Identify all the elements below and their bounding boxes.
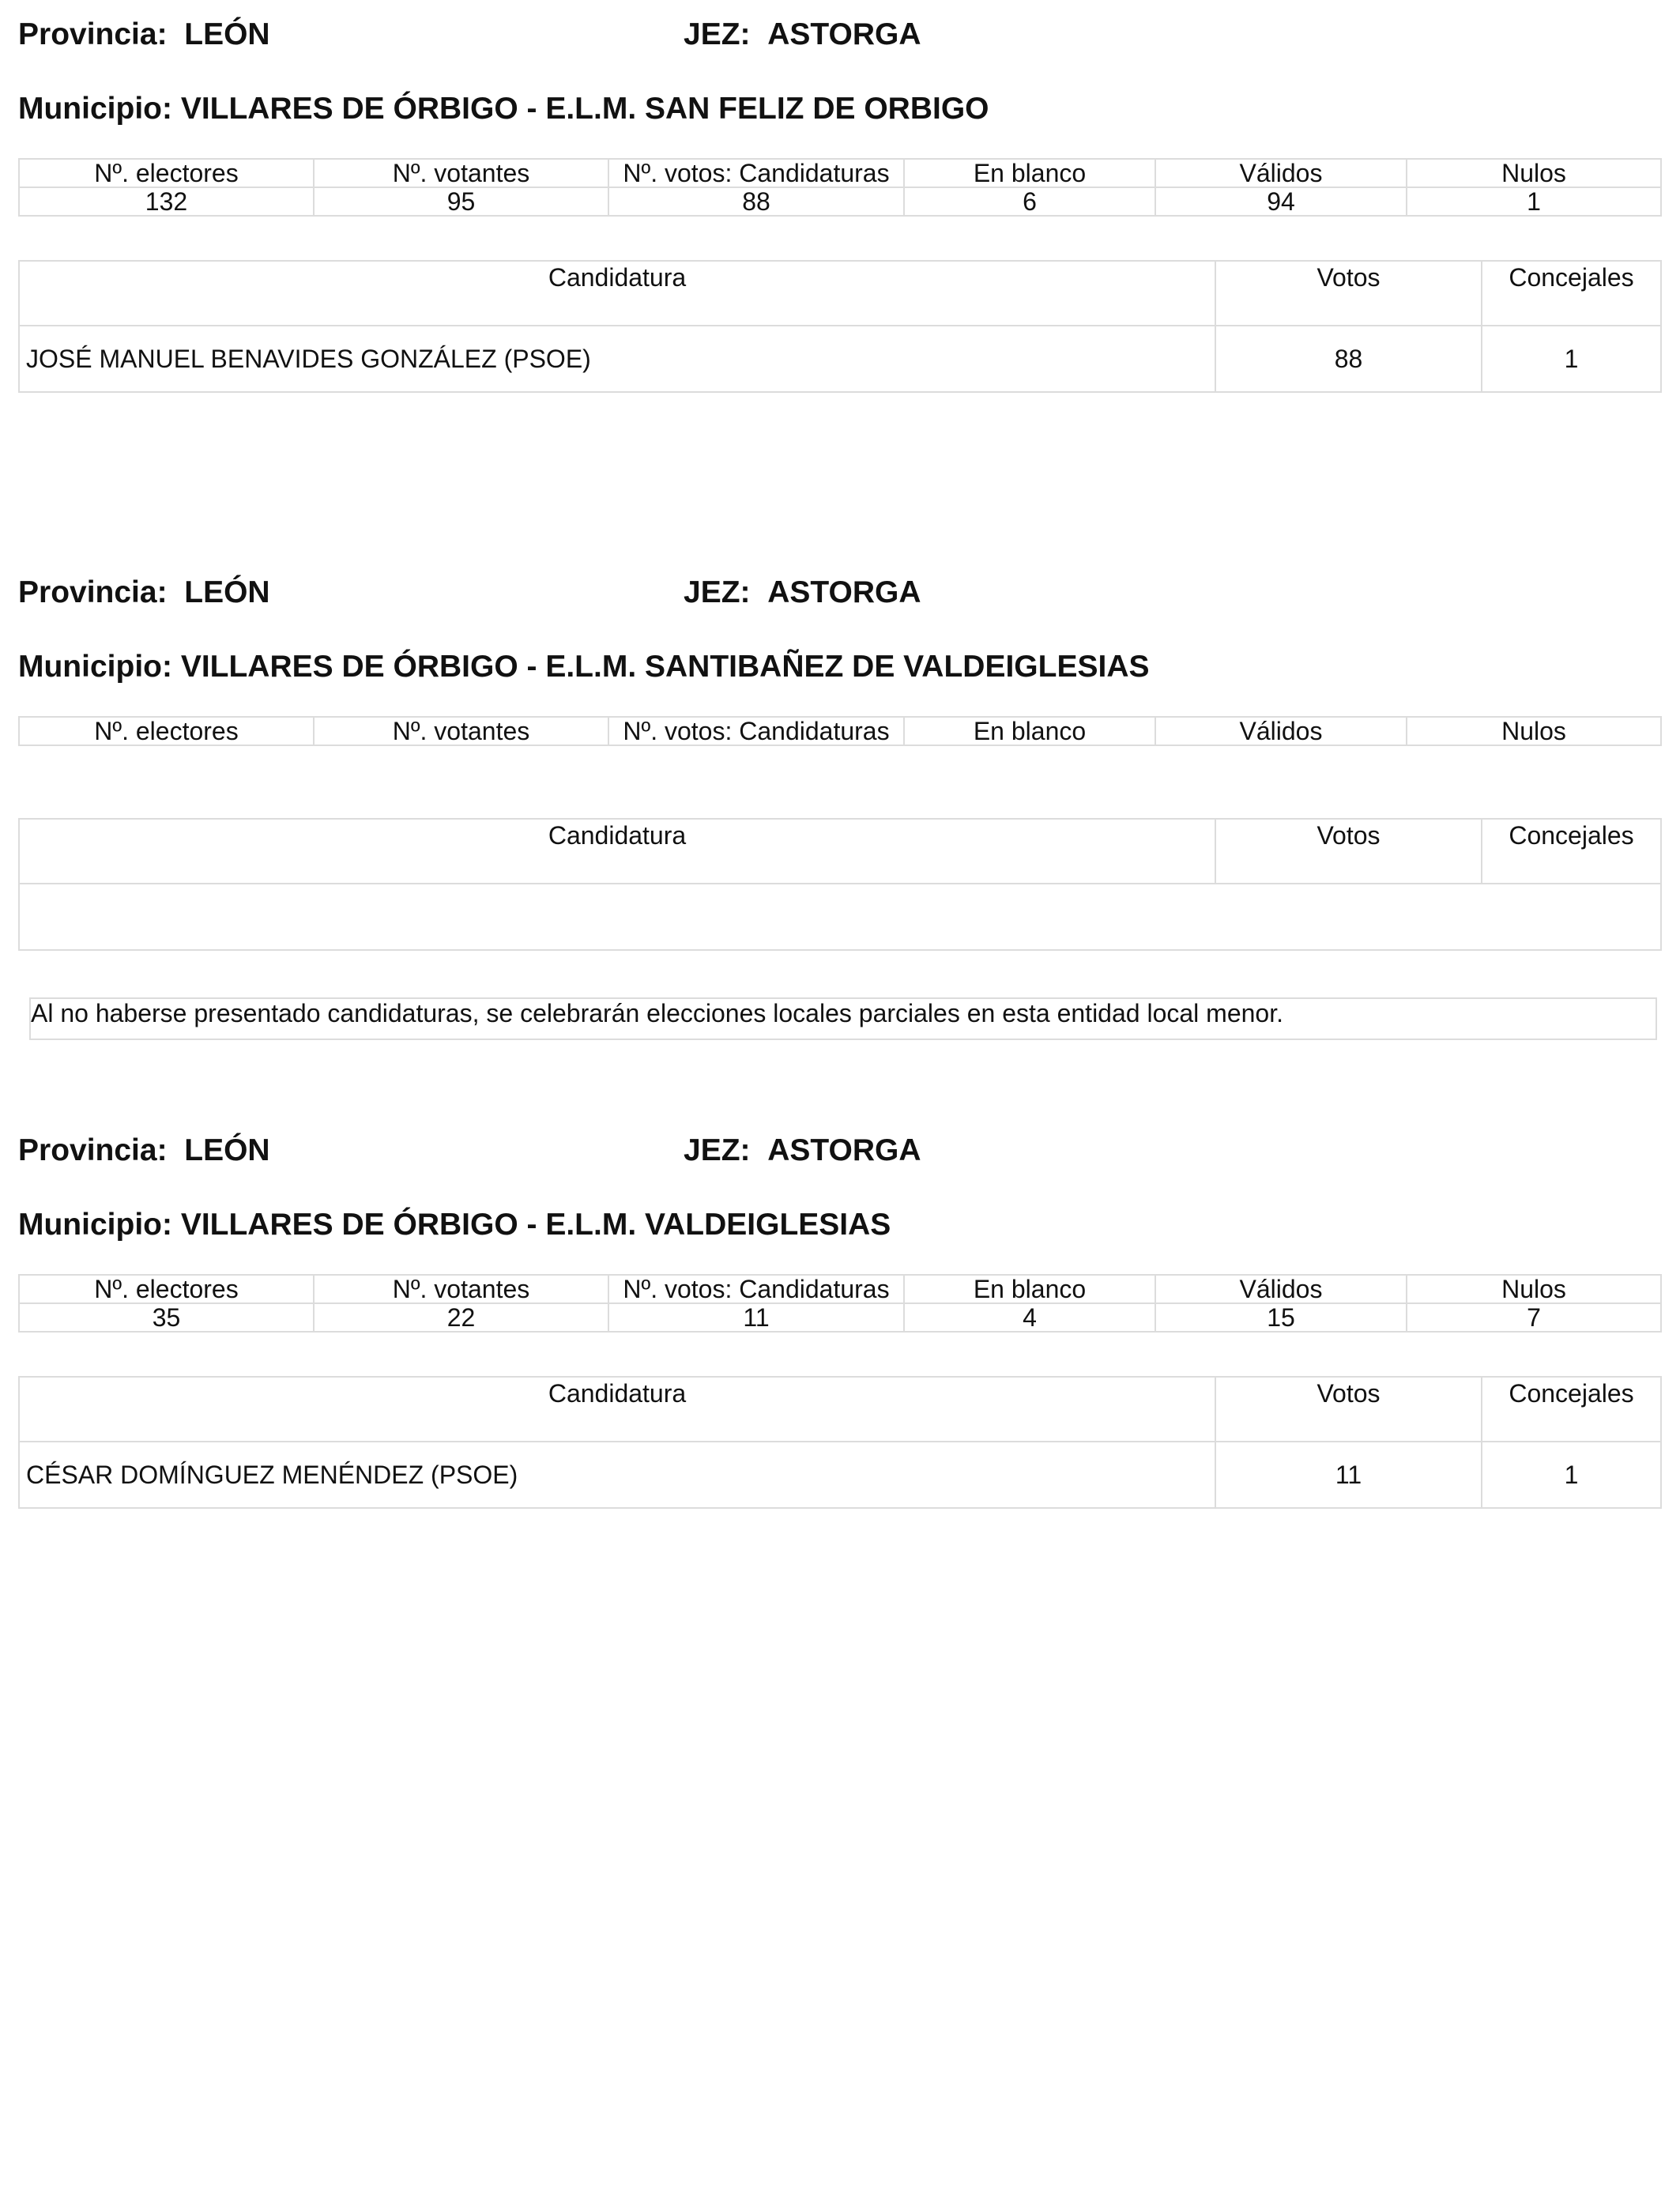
stat-value: 15 [1155,1303,1407,1332]
municipio-value: VILLARES DE ÓRBIGO - E.L.M. SANTIBAÑEZ DE VALDEIGLESIAS [180,650,1150,684]
stat-header: Válidos [1155,1275,1407,1303]
stat-header: Nº. electores [19,1275,314,1303]
header-row [18,17,1660,57]
stat-value: 22 [314,1303,608,1332]
stats-value-row [19,187,1661,216]
provincia-value: LEÓN [184,17,270,51]
concejales-header: Concejales [1482,819,1661,884]
candidates-header-row [19,1377,1661,1442]
jez-value: ASTORGA [767,1133,921,1167]
stat-value: 95 [314,187,608,216]
provincia-line: Provincia: LEÓN [18,1133,270,1167]
candidate-name: CÉSAR DOMÍNGUEZ MENÉNDEZ (PSOE) [19,1442,1215,1508]
stat-header: Nº. votantes [314,717,608,745]
section-valdeiglesias [18,1133,1660,1489]
stat-value: 7 [1407,1303,1661,1332]
section-san-feliz [18,17,1660,373]
municipio-value: VILLARES DE ÓRBIGO - E.L.M. SAN FELIZ DE ORBIGO [180,92,989,126]
jez-line: JEZ: ASTORGA [684,1133,921,1167]
jez-line: JEZ: ASTORGA [684,575,921,609]
votos-header: Votos [1215,819,1482,884]
stat-value: 6 [904,187,1155,216]
stat-value: 88 [608,187,904,216]
provincia-line: Provincia: LEÓN [18,17,270,51]
header-row [18,1133,1660,1173]
stat-header: Nº. votos: Candidaturas [608,159,904,187]
section-santibanez [18,575,1660,850]
stat-header: Nº. votantes [314,1275,608,1303]
candidate-row [19,326,1661,392]
header-row [18,575,1660,615]
candidatura-header: Candidatura [19,1377,1215,1442]
stat-value: 1 [1407,187,1661,216]
votos-header: Votos [1215,261,1482,326]
stats-header-row [19,1275,1661,1303]
stat-header: Nulos [1407,717,1661,745]
provincia-value: LEÓN [184,1133,270,1167]
candidates-table [18,260,1662,393]
stat-value: 35 [19,1303,314,1332]
candidate-votos: 11 [1215,1442,1482,1508]
jez-line: JEZ: ASTORGA [684,17,921,51]
stat-header: Válidos [1155,159,1407,187]
candidatura-header: Candidatura [19,819,1215,884]
stats-header-row [19,717,1661,745]
stat-value: 11 [608,1303,904,1332]
stat-header: Válidos [1155,717,1407,745]
stat-header: Nº. votos: Candidaturas [608,1275,904,1303]
stat-header: Nº. electores [19,159,314,187]
candidates-header-row [19,819,1661,884]
stats-table [18,1274,1662,1333]
stat-header: Nº. electores [19,717,314,745]
stat-value: 4 [904,1303,1155,1332]
stat-value: 94 [1155,187,1407,216]
concejales-header: Concejales [1482,261,1661,326]
candidate-row [19,1442,1661,1508]
jez-value: ASTORGA [767,575,921,609]
candidates-header-row [19,261,1661,326]
stat-header: En blanco [904,1275,1155,1303]
provincia-line: Provincia: LEÓN [18,575,270,609]
candidates-table [18,818,1662,951]
candidates-table [18,1376,1662,1509]
stat-header: En blanco [904,717,1155,745]
municipio-line: Municipio: VILLARES DE ÓRBIGO - E.L.M. SAN FELIZ DE ORBIGO [18,92,989,126]
stats-value-row [19,1303,1661,1332]
municipio-line: Municipio: VILLARES DE ÓRBIGO - E.L.M. SANTIBAÑEZ DE VALDEIGLESIAS [18,650,1150,684]
municipio-value: VILLARES DE ÓRBIGO - E.L.M. VALDEIGLESIAS [180,1208,891,1242]
candidate-name: JOSÉ MANUEL BENAVIDES GONZÁLEZ (PSOE) [19,326,1215,392]
stats-table [18,158,1662,217]
votos-header: Votos [1215,1377,1482,1442]
empty-cell [19,884,1661,950]
stat-value: 132 [19,187,314,216]
concejales-header: Concejales [1482,1377,1661,1442]
no-candidates-note: Al no haberse presentado candidaturas, se celebrarán elecciones locales parciales en esta entidad local menor. [29,997,1657,1040]
municipio-line: Municipio: VILLARES DE ÓRBIGO - E.L.M. VALDEIGLESIAS [18,1208,891,1242]
provincia-value: LEÓN [184,575,270,609]
stat-header: En blanco [904,159,1155,187]
candidatura-header: Candidatura [19,261,1215,326]
stat-header: Nulos [1407,1275,1661,1303]
stat-header: Nulos [1407,159,1661,187]
stats-table [18,716,1662,746]
candidate-row-empty [19,884,1661,950]
jez-value: ASTORGA [767,17,921,51]
candidate-votos: 88 [1215,326,1482,392]
stat-header: Nº. votantes [314,159,608,187]
candidate-concejales: 1 [1482,326,1661,392]
stats-header-row [19,159,1661,187]
candidate-concejales: 1 [1482,1442,1661,1508]
stat-header: Nº. votos: Candidaturas [608,717,904,745]
